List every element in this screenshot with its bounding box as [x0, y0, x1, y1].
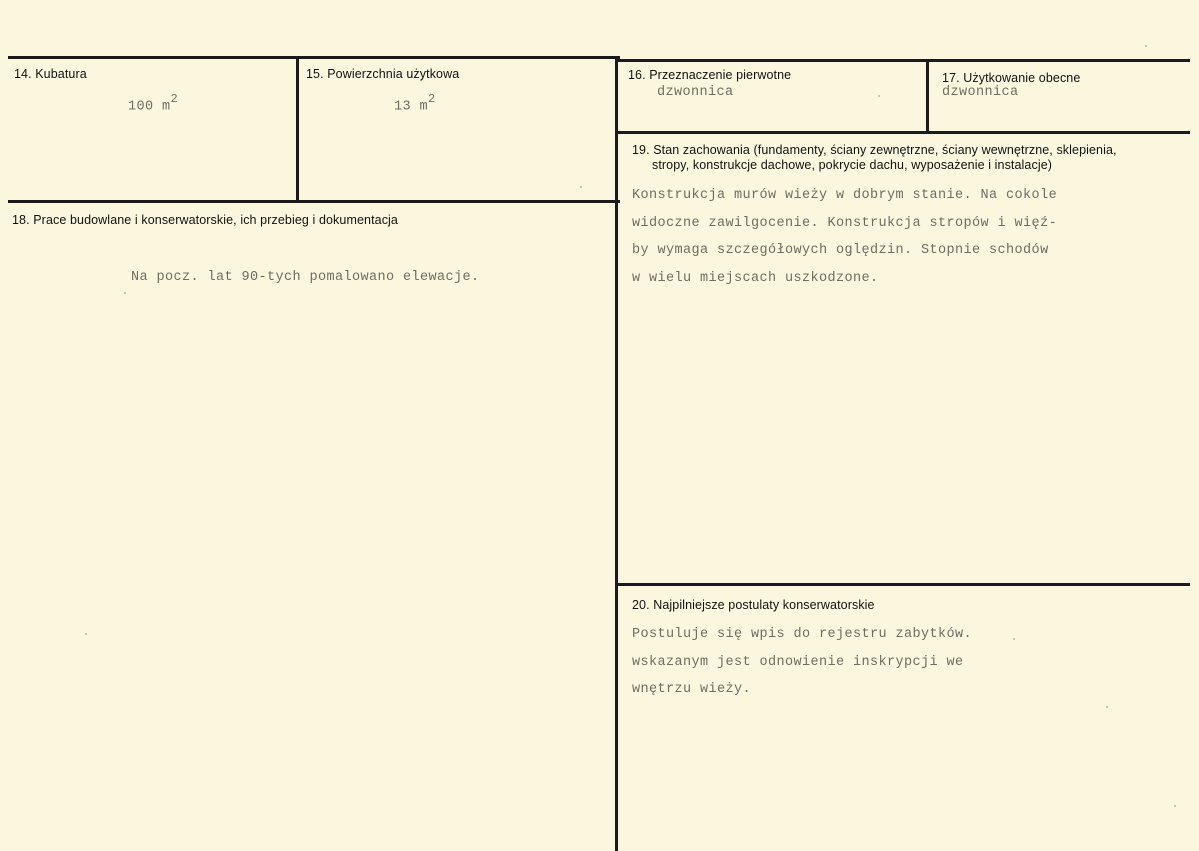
- divider-16-17: [926, 61, 929, 133]
- field-20-value: [632, 621, 972, 704]
- rule-above-20: [618, 583, 1190, 586]
- paper-speck: [580, 186, 582, 188]
- rule-below-14-15: [8, 200, 620, 203]
- divider-14-15: [296, 58, 299, 202]
- condition-line-4: w wielu miejscach uszkodzone.: [632, 270, 879, 286]
- condition-line-1: Konstrukcja murów wieży w dobrym stanie. Na cokole: [632, 188, 1058, 203]
- field-14-value: [128, 94, 178, 115]
- field-15-value: [394, 94, 436, 115]
- unit-exponent: 2: [170, 92, 179, 106]
- field-16-label: 16. Przeznaczenie pierwotne: [628, 68, 792, 82]
- field-15-label: 15. Powierzchnia użytkowa: [306, 67, 460, 81]
- center-divider: [615, 58, 618, 851]
- cubature-value: 100 m: [128, 99, 171, 115]
- postulate-line-2: wskazanym jest odnowienie inskrypcji we: [632, 654, 964, 670]
- field-20-label: 20. Najpilniejsze postulaty konserwatorskie: [632, 598, 875, 612]
- field-16-value: dzwonnica: [657, 85, 734, 100]
- postulate-line-1: Postuluje się wpis do rejestru zabytków.: [632, 627, 973, 642]
- field-19-label-line2: stropy, konstrukcje dachowe, pokrycie dachu, wyposażenie i instalacje): [652, 158, 1053, 172]
- paper-speck: [124, 292, 126, 294]
- area-value: 13 m: [394, 99, 429, 115]
- condition-line-3: by wymaga szczegółowych oględzin. Stopnie schodów: [632, 243, 1049, 258]
- field-19-label: [632, 143, 1117, 173]
- rule-below-16-17: [618, 131, 1190, 134]
- field-18-value: Na pocz. lat 90-tych pomalowano elewacje.: [131, 270, 480, 285]
- top-rule-right: [618, 59, 1190, 62]
- condition-line-2: widoczne zawilgocenie. Konstrukcja stropów i więź-: [632, 215, 1058, 231]
- field-17-value: dzwonnica: [942, 85, 1019, 100]
- postulate-line-3: wnętrzu wieży.: [632, 682, 752, 697]
- field-14-label: 14. Kubatura: [14, 67, 87, 81]
- paper-speck: [1106, 706, 1108, 708]
- field-19-label-line1: 19. Stan zachowania (fundamenty, ściany zewnętrzne, ściany wewnętrzne, sklepienia,: [632, 143, 1117, 157]
- field-17-label: 17. Użytkowanie obecne: [942, 71, 1081, 85]
- field-18-label: 18. Prace budowlane i konserwatorskie, ich przebieg i dokumentacja: [12, 213, 398, 227]
- unit-exponent: 2: [428, 92, 436, 106]
- field-19-value: [632, 182, 1057, 292]
- paper-speck: [878, 95, 880, 97]
- paper-speck: [1013, 638, 1015, 640]
- paper-speck: [85, 633, 87, 635]
- paper-speck: [1145, 45, 1147, 47]
- top-rule: [8, 56, 620, 59]
- paper-speck: [1174, 805, 1176, 807]
